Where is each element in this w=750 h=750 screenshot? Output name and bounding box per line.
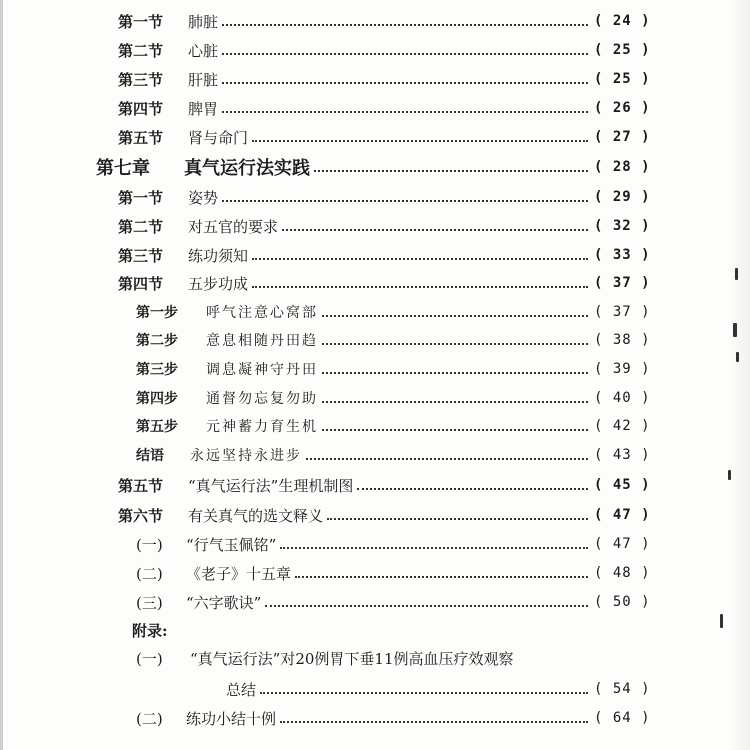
dot-leader (265, 605, 588, 607)
dot-leader (222, 24, 588, 26)
dot-leader (322, 429, 588, 431)
subsection-number: (二) (136, 564, 163, 583)
section-title: 有关真气的选文释义 (188, 506, 324, 525)
toc-entry[interactable] (136, 385, 651, 411)
page-number: ( 40 ) (594, 390, 651, 406)
toc-entry[interactable] (136, 531, 651, 557)
dot-leader (306, 458, 588, 460)
page-number: ( 37 ) (594, 304, 651, 320)
dot-leader (322, 401, 588, 403)
dot-leader (282, 229, 588, 231)
section-title: 心脏 (188, 41, 219, 60)
page-number: ( 32 ) (594, 218, 651, 234)
section-number: 第四节 (118, 274, 164, 293)
page-number: ( 50 ) (594, 594, 651, 610)
section-title: “真气运行法”生理机制图 (188, 476, 354, 495)
step-number: 第一步 (136, 305, 178, 321)
page-number: ( 33 ) (594, 247, 651, 263)
toc-entry[interactable] (118, 66, 651, 92)
dot-leader (357, 488, 588, 490)
toc-entry[interactable] (118, 502, 651, 528)
toc-entry[interactable] (118, 472, 651, 498)
step-title: 调息凝神守丹田 (206, 362, 318, 378)
conclusion-title: 永远坚持永进步 (190, 448, 302, 464)
step-number: 第二步 (136, 333, 178, 349)
page-number: ( 47 ) (594, 536, 651, 552)
section-number: 第三节 (118, 70, 164, 89)
page-number: ( 25 ) (594, 42, 651, 58)
step-number: 第四步 (136, 391, 178, 407)
section-number: 第六节 (118, 506, 164, 525)
toc-entry[interactable] (136, 560, 651, 586)
step-title: 元神蓄力育生机 (206, 419, 318, 435)
dot-leader (322, 315, 588, 317)
toc-entry[interactable] (118, 184, 651, 210)
section-title: 肾与命门 (188, 128, 249, 147)
step-title: 意息相随丹田趋 (206, 333, 318, 349)
section-number: 第四节 (118, 99, 164, 118)
toc-entry[interactable] (136, 299, 651, 325)
dot-leader (222, 111, 588, 113)
appendix-item-title: 练功小结十例 (186, 709, 277, 728)
section-number: 第一节 (118, 12, 164, 31)
section-number: 第一节 (118, 188, 164, 207)
dot-leader (295, 576, 588, 578)
section-title: 对五官的要求 (188, 217, 279, 236)
toc-entry[interactable] (118, 124, 651, 150)
dot-leader (252, 286, 588, 288)
subsection-title: “六字歌诀” (186, 593, 262, 612)
section-title: 肺脏 (188, 12, 219, 31)
dot-leader (252, 140, 588, 142)
step-number: 第三步 (136, 362, 178, 378)
toc-entry[interactable] (118, 95, 651, 121)
section-number: 第二节 (118, 41, 164, 60)
page-number: ( 24 ) (594, 13, 651, 29)
dot-leader (327, 518, 588, 520)
page-number: ( 25 ) (594, 71, 651, 87)
step-title: 通督勿忘复勿助 (206, 391, 318, 407)
page-number: ( 26 ) (594, 100, 651, 116)
subsection-number: (三) (136, 593, 163, 612)
toc-entry[interactable] (118, 270, 651, 296)
page-number: ( 54 ) (594, 681, 651, 697)
toc-entry[interactable] (136, 705, 651, 731)
toc-entry[interactable] (118, 213, 651, 239)
page-number: ( 42 ) (594, 418, 651, 434)
section-title: 五步功成 (188, 274, 249, 293)
toc-entry[interactable] (136, 413, 651, 439)
subsection-number: (一) (136, 535, 163, 554)
toc-entry[interactable] (136, 356, 651, 382)
section-title: 练功须知 (188, 246, 249, 265)
page-number: ( 37 ) (594, 275, 651, 291)
dot-leader (222, 53, 588, 55)
page-number: ( 43 ) (594, 447, 651, 463)
chapter-number: 第七章 (96, 158, 150, 179)
section-title: 姿势 (188, 188, 219, 207)
appendix-item-number: (二) (136, 709, 163, 728)
page-number: ( 28 ) (594, 159, 651, 175)
page-number: ( 47 ) (594, 507, 651, 523)
section-number: 第五节 (118, 476, 164, 495)
toc-entry[interactable] (226, 676, 651, 702)
page-number: ( 45 ) (594, 477, 651, 493)
step-number: 第五步 (136, 419, 178, 435)
toc-entry[interactable] (136, 589, 651, 615)
page-number: ( 38 ) (594, 332, 651, 348)
dot-leader (222, 200, 588, 202)
section-number: 第三节 (118, 246, 164, 265)
appendix-item-title[interactable]: “真气运行法”对20例胃下垂11例高血压疗效观察 (190, 650, 514, 668)
dot-leader (280, 547, 588, 549)
dot-leader (222, 82, 588, 84)
step-title: 呼气注意心窝部 (206, 305, 318, 321)
page-number: ( 48 ) (594, 565, 651, 581)
toc-entry[interactable] (136, 327, 651, 353)
chapter-title: 真气运行法实践 (184, 158, 310, 179)
appendix-item-title-cont: 总结 (226, 680, 257, 699)
section-title: 肝脏 (188, 70, 219, 89)
page-number: ( 64 ) (594, 710, 651, 726)
dot-leader (322, 343, 588, 345)
conclusion-label: 结语 (136, 448, 164, 464)
page-number: ( 39 ) (594, 361, 651, 377)
section-number: 第五节 (118, 128, 164, 147)
chapter-entry[interactable] (96, 154, 651, 180)
subsection-title: “行气玉佩铭” (186, 535, 277, 554)
appendix-item-number: (一) (136, 650, 163, 668)
dot-leader (322, 372, 588, 374)
toc-entry[interactable] (118, 242, 651, 268)
page-number: ( 29 ) (594, 189, 651, 205)
toc-entry[interactable] (136, 442, 651, 468)
toc-entry[interactable] (118, 8, 651, 34)
appendix-heading: 附录: (132, 622, 168, 640)
page-number: ( 27 ) (594, 129, 651, 145)
dot-leader (314, 170, 588, 172)
dot-leader (252, 258, 588, 260)
dot-leader (280, 721, 588, 723)
subsection-title: 《老子》十五章 (186, 564, 292, 583)
section-number: 第二节 (118, 217, 164, 236)
dot-leader (260, 692, 588, 694)
toc-entry[interactable] (118, 37, 651, 63)
section-title: 脾胃 (188, 99, 219, 118)
